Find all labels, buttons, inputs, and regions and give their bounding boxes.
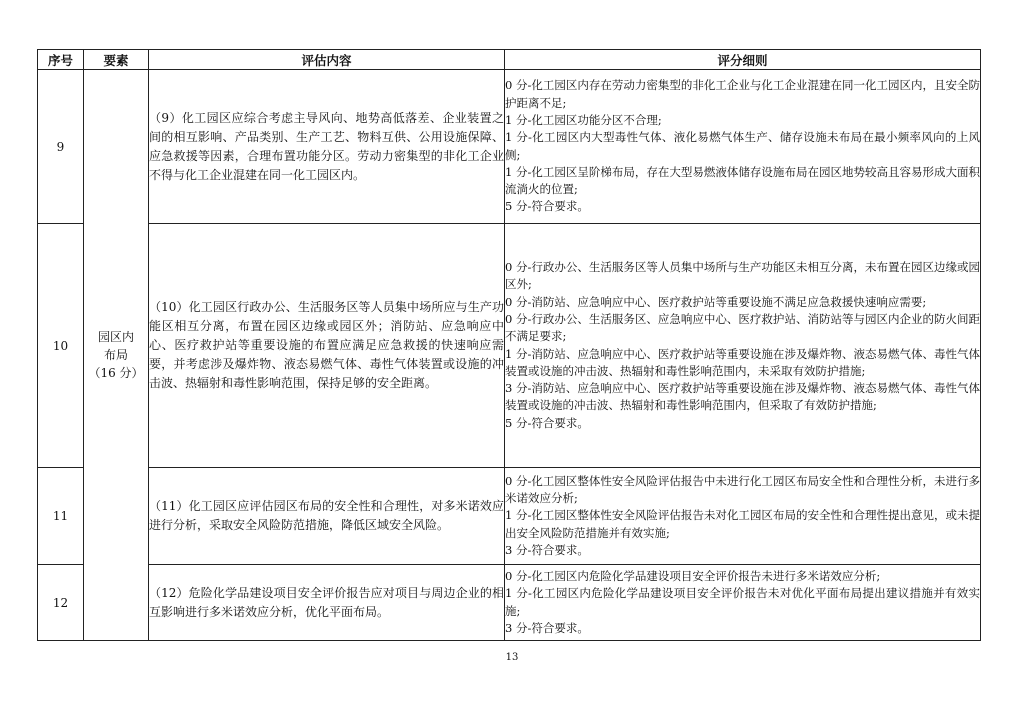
detail-item: 0 分-行政办公、生活服务区、应急响应中心、医疗救护站、消防站等与园区内企业的防火间距不满足要求; xyxy=(505,311,980,344)
header-content: 评估内容 xyxy=(149,50,505,70)
detail-item: 3 分-消防站、应急响应中心、医疗救护站等重要设施在涉及爆炸物、液态易燃气体、毒性气体装置或设施的冲击波、热辐射和毒性影响范围内，但采取了有效防护措施; xyxy=(505,381,980,413)
element-cell xyxy=(84,70,149,641)
scoring-table xyxy=(37,49,981,641)
table-row xyxy=(38,224,981,468)
element-line: 布局 xyxy=(103,348,128,362)
row-content xyxy=(149,565,505,641)
row-content xyxy=(149,468,505,565)
row-detail xyxy=(505,565,981,641)
detail-item: 5 分-符合要求。 xyxy=(505,199,589,214)
element-line: （16 分） xyxy=(88,366,144,380)
detail-item: 1 分-化工园区内危险化学品建设项目安全评价报告未对优化平面布局提出建议措施并有效实施; xyxy=(505,586,980,618)
element-line: 园区内 xyxy=(97,330,134,344)
table-row xyxy=(38,70,981,224)
detail-item: 1 分-化工园区内大型毒性气体、液化易燃气体生产、储存设施未布局在最小频率风向的上风侧; xyxy=(505,130,980,162)
detail-item: 5 分-符合要求。 xyxy=(505,415,589,430)
table-row xyxy=(38,468,981,565)
row-index: 9 xyxy=(38,70,84,224)
detail-item: 1 分-消防站、应急响应中心、医疗救护站等重要设施在涉及爆炸物、液态易燃气体、毒性气体装置或设施的冲击波、热辐射和毒性影响范围内，未采取有效防护措施; xyxy=(505,346,980,378)
page-number: 13 xyxy=(505,652,519,663)
detail-item: 3 分-符合要求。 xyxy=(505,542,589,557)
row-detail xyxy=(505,468,981,565)
table-header-row xyxy=(38,50,981,70)
row-index: 11 xyxy=(38,468,84,565)
detail-item: 1 分-化工园区整体性安全风险评估报告未对化工园区布局的安全性和合理性提出意见，或未提出安全风险防范措施并有效实施; xyxy=(505,508,980,540)
header-index: 序号 xyxy=(38,50,84,70)
row-content xyxy=(149,70,505,224)
content-text: （9）化工园区应综合考虑主导风向、地势高低落差、企业装置之间的相互影响、产品类别、生产工艺、物料互供、公用设施保障、应急救援等因素，合理布置功能分区。劳动力密集型的非化工企业不得与化工企业混建在同一化工园区内。 xyxy=(149,110,504,182)
content-text: （12）危险化学品建设项目安全评价报告应对项目与周边企业的相互影响进行多米诺效应分析，优化平面布局。 xyxy=(149,585,504,619)
header-detail: 评分细则 xyxy=(505,50,981,70)
detail-item: 0 分-行政办公、生活服务区等人员集中场所与生产功能区未相互分离，未布置在园区边缘或园区外; xyxy=(505,260,980,292)
detail-item: 1 分-化工园区功能分区不合理; xyxy=(505,112,662,127)
header-element: 要素 xyxy=(84,50,149,70)
row-detail xyxy=(505,224,981,468)
detail-item: 3 分-符合要求。 xyxy=(505,620,589,635)
detail-item: 0 分-化工园区整体性安全风险评估报告中未进行化工园区布局安全性和合理性分析，未进行多米诺效应分析; xyxy=(505,473,980,506)
row-content xyxy=(149,224,505,468)
detail-item: 0 分-化工园区内存在劳动力密集型的非化工企业与化工企业混建在同一化工园区内，且安全防护距离不足; xyxy=(505,78,980,110)
content-text: （10）化工园区行政办公、生活服务区等人员集中场所应与生产功能区相互分离，布置在园区边缘或园区外；消防站、应急响应中心、医疗救护站等重要设施的布置应满足应急救援的快速响应需要，并考虑涉及爆炸物、液态易燃气体、毒性气体装置或设施的冲击波、热辐射和毒性影响范围，保持足够的安全距离。 xyxy=(149,300,504,390)
detail-item: 0 分-消防站、应急响应中心、医疗救护站等重要设施不满足应急救援快速响应需要; xyxy=(505,294,927,309)
content-text: （11）化工园区应评估园区布局的安全性和合理性，对多米诺效应进行分析，采取安全风险防范措施，降低区域安全风险。 xyxy=(149,499,504,532)
row-detail xyxy=(505,70,981,224)
row-index: 10 xyxy=(38,224,84,468)
row-index: 12 xyxy=(38,565,84,641)
detail-item: 1 分-化工园区呈阶梯布局，存在大型易燃液体储存设施布局在园区地势较高且容易形成大面积流淌火的位置; xyxy=(505,164,980,197)
table-row xyxy=(38,565,981,641)
detail-item: 0 分-化工园区内危险化学品建设项目安全评价报告未进行多米诺效应分析; xyxy=(505,568,881,583)
